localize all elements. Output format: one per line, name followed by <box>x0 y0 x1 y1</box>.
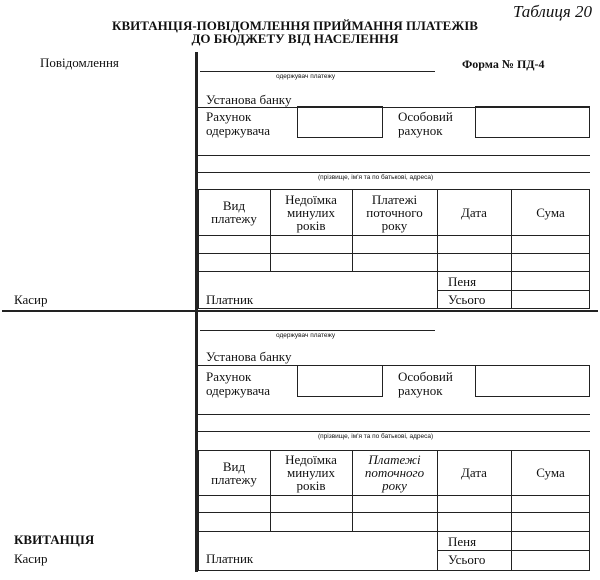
bottom-table-rule <box>437 550 590 551</box>
bottom-table-rule <box>198 495 590 496</box>
bottom-recipient-line <box>200 330 435 331</box>
top-recipient-caption: одержувач платежу <box>276 73 336 80</box>
top-col-header-arrears: Недоїмка минулих років <box>285 191 337 233</box>
title-line-2: ДО БЮДЖЕТУ ВІД НАСЕЛЕННЯ <box>191 31 399 46</box>
top-col-header-current: Платежі поточного року <box>366 191 423 233</box>
top-payer-line-1 <box>198 155 590 156</box>
top-payer-caption: (прізвище, ім'я та по батькові, адреса) <box>318 174 434 181</box>
top-payer-label: Платник <box>206 292 254 307</box>
title-line-1: КВИТАНЦІЯ-ПОВІДОМЛЕННЯ ПРИЙМАННЯ ПЛАТЕЖІВ <box>112 18 478 33</box>
top-bank-label: Установа банку <box>206 92 292 107</box>
bottom-total-label: Усього <box>448 552 486 567</box>
bottom-special-account-label: Особовий рахунок <box>398 369 453 398</box>
top-table-rule <box>437 290 590 291</box>
top-recipient-line <box>200 71 435 72</box>
bottom-recipient-caption: одержувач платежу <box>276 332 336 339</box>
top-special-account-label: Особовий рахунок <box>398 109 453 138</box>
bottom-col-header-sum: Сума <box>536 465 565 480</box>
bottom-table-rule <box>198 531 590 532</box>
bottom-bank-label: Установа банку <box>206 349 292 364</box>
bottom-col-header-date: Дата <box>461 465 487 480</box>
bottom-recipient-account-label: Рахунок одержувача <box>206 369 271 398</box>
top-table-rule <box>198 271 590 272</box>
bottom-table-rule <box>198 512 590 513</box>
bottom-col-header-current: Платежі поточного року <box>364 452 425 493</box>
bottom-payer-caption: (прізвище, ім'я та по батькові, адреса) <box>318 433 434 440</box>
bottom-payer-label: Платник <box>206 551 254 566</box>
top-cashier-label: Касир <box>14 292 48 307</box>
form-number: Форма № ПД-4 <box>462 57 545 71</box>
top-special-account-box[interactable] <box>475 106 590 138</box>
bottom-special-account-box[interactable] <box>475 365 590 397</box>
section-divider <box>2 310 598 312</box>
bottom-cashier-label: Касир <box>14 551 48 566</box>
bottom-col-header-type: Вид платежу <box>211 458 257 487</box>
bottom-payer-line-1 <box>198 414 590 415</box>
top-col-header-type: Вид платежу <box>211 198 257 226</box>
top-total-label: Усього <box>448 292 486 307</box>
bottom-penalty-label: Пеня <box>448 534 477 549</box>
bottom-recipient-account-box[interactable] <box>297 365 383 397</box>
top-col-header-sum: Сума <box>536 204 565 220</box>
top-payer-line-2 <box>198 172 590 173</box>
top-recipient-account-box[interactable] <box>297 106 383 138</box>
receipt-label: КВИТАНЦІЯ <box>14 532 95 547</box>
top-penalty-label: Пеня <box>448 274 477 289</box>
top-col-header-date: Дата <box>461 204 487 220</box>
table-label: Таблиця 20 <box>512 2 592 21</box>
top-table-rule <box>198 253 590 254</box>
bottom-col-header-arrears: Недоїмка минулих років <box>285 452 337 493</box>
top-table-rule <box>198 235 590 236</box>
notice-label: Повідомлення <box>40 55 119 70</box>
bottom-payer-line-2 <box>198 431 590 432</box>
top-recipient-account-label: Рахунок одержувача <box>206 109 271 138</box>
